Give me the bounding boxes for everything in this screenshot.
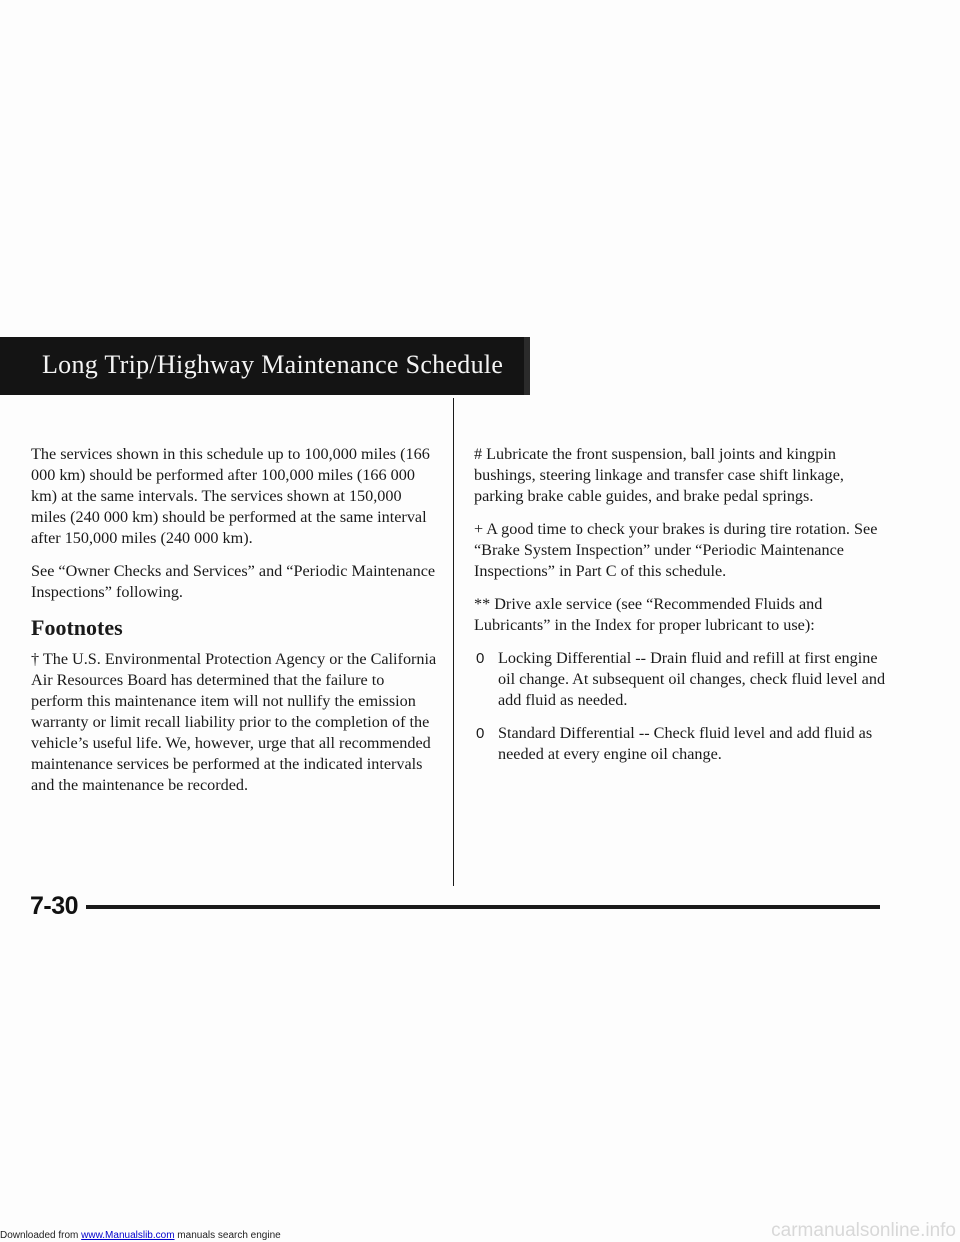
page-title: Long Trip/Highway Maintenance Schedule	[42, 350, 504, 379]
bullet-icon: 0	[476, 650, 485, 667]
download-suffix: manuals search engine	[174, 1230, 281, 1241]
footnotes-heading: Footnotes	[31, 615, 123, 640]
footer-rule	[86, 905, 880, 909]
see-also-paragraph: See “Owner Checks and Services” and “Periodic Maintenance Inspections” following.	[31, 562, 436, 601]
right-column	[474, 444, 886, 777]
manualslib-link[interactable]: www.Manualslib.com	[81, 1230, 175, 1241]
footnote-hash: # Lubricate the front suspension, ball joints and kingpin bushings, steering linkage and transfer case shift linkage, parking brake cable guides, and brake pedal springs.	[474, 445, 844, 505]
section-header-bar	[0, 337, 530, 395]
list-item	[474, 648, 886, 711]
intro-paragraph: The services shown in this schedule up to 100,000 miles (166 000 km) should be performed after 100,000 miles (166 000 km) at the same intervals. The services shown at 150,000 miles (240 000 km) should be performed at the same interval after 150,000 miles (240 000 km).	[31, 445, 430, 547]
bullet-text: Locking Differential -- Drain fluid and refill at first engine oil change. At subsequent oil changes, check fluid level and add fluid as needed.	[498, 649, 886, 709]
left-column	[31, 444, 439, 808]
list-item	[474, 723, 886, 765]
bullet-icon: 0	[476, 725, 485, 742]
bullet-text: Standard Differential -- Check fluid level and add fluid as needed at every engine oil change.	[498, 724, 873, 763]
page-number: 7-30	[30, 892, 79, 920]
drive-axle-bullet-list	[474, 648, 886, 765]
column-divider	[453, 398, 454, 886]
footnote-double-star: ** Drive axle service (see “Recommended Fluids and Lubricants” in the Index for proper lubricant to use):	[474, 595, 823, 634]
footnote-dagger: † The U.S. Environmental Protection Agency or the California Air Resources Board has determined that the failure to perform this maintenance item will not nullify the emission warranty or limit recall liability prior to the completion of the vehicle’s useful life. We, however, urge that all recommended maintenance services be performed at the indicated intervals and the maintenance be recorded.	[31, 650, 437, 794]
download-prefix: Downloaded from	[0, 1230, 82, 1241]
footnote-plus: + A good time to check your brakes is during tire rotation. See “Brake System Inspection” under “Periodic Maintenance Inspections” in Part C of this schedule.	[474, 520, 878, 580]
download-footer	[0, 1230, 281, 1241]
watermark: carmanualsonline.info	[771, 1220, 956, 1241]
